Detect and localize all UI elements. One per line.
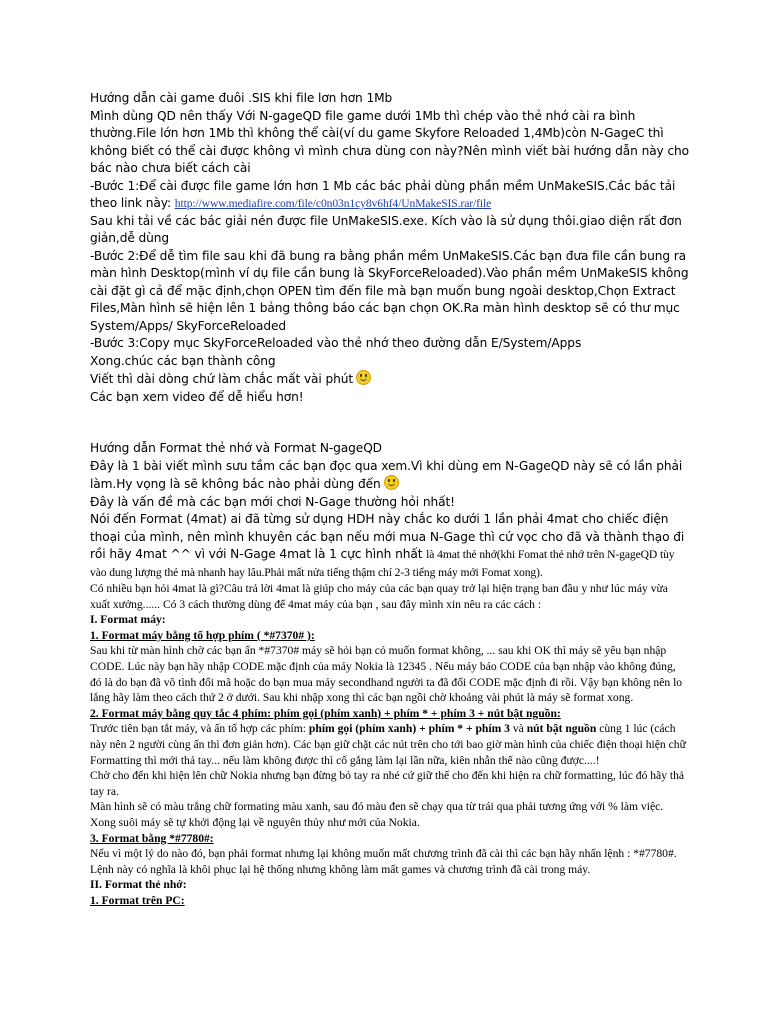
- method2-text-b: và: [509, 722, 527, 736]
- step1-paragraph: [90, 178, 690, 213]
- spacer: [90, 423, 690, 440]
- after-download-paragraph: Sau khi tải về các bác giải nén được file UnMakeSIS.exe. Kích vào là sử dụng thôi.giao diện rất đơn giản,dễ dùng: [90, 213, 682, 245]
- step2-paragraph: -Bước 2:Để dễ tìm file sau khi đã bung ra bằng phần mềm UnMakeSIS.Các bạn đưa file cần bung ra màn hình Desktop(mình ví dụ file cần bung là SkyForceReloaded).Vào phần mềm UnMakeSIS không cài đặt gì cả để mặc định,chọn OPEN tìm đến file mà bạn muốn bung ngoài desktop,Chọn Extract Files,Màn hình sẽ hiện lên 1 bảng thông báo các bạn chọn OK.Ra màn hình desktop sẽ có thư mục System/Apps/ SkyForceReloaded: [90, 248, 689, 333]
- smiley-icon: [384, 475, 399, 490]
- long-text: Viết thì dài dòng chứ làm chắc mất vài phút: [90, 372, 354, 386]
- heading-format-pc: 1. Format trên PC:: [90, 893, 185, 907]
- section2-title: Hướng dẫn Format thẻ nhớ và Format N-gageQD: [90, 441, 382, 455]
- section1-intro: Mình dùng QD nên thấy Với N-gageQD file game dưới 1Mb thì chép vào thẻ nhớ cài ra bình thường.File lớn hơn 1Mb thì không thể cài(ví du game Skyfore Reloaded 1,4Mb)còn N-GageC thì không biết có thể cài được không vì mình chưa dùng con này?Nên mình viết bài hướng dẫn này cho bác nào chưa biết cách cài: [90, 108, 690, 175]
- heading-format-7370: 1. Format máy bằng tổ hợp phím ( *#7370# ):: [90, 628, 315, 642]
- section2-p3: [90, 511, 690, 581]
- section2-p1: [90, 458, 690, 494]
- unmakesis-download-link[interactable]: http://www.mediafire.com/file/c0n03n1cy8v6hf4/UnMakeSIS.rar/file: [174, 197, 492, 210]
- section2-p2: Đây là vấn đề mà các bạn mới chơi N-Gage thường hỏi nhất!: [90, 494, 455, 509]
- section2-p3-sans: Nói đến Format (4mat) ai đã từng sử dụng HDH này chắc ko dưới 1 lần phải 4mat cho chiếc điện thoại của mình, nên mình khuyên các bạn nếu mới mua N-Gage thì cứ vọc cho đã và thành thạo đi rồi hãy 4mat ^^ vì với N-Gage 4mat là 1 cực hình nhất: [90, 512, 685, 561]
- heading-format-7780: 3. Format bằng *#7780#:: [90, 831, 214, 845]
- smiley-icon: [356, 370, 371, 385]
- heading-format-the-nho: II. Format thẻ nhớ:: [90, 878, 187, 892]
- done-line: Xong.chúc các bạn thành công: [90, 353, 276, 368]
- section1-title: Hướng dẫn cài game đuôi .SIS khi file lơn hơn 1Mb: [90, 91, 393, 105]
- method2-keys: phím gọi (phím xanh) + phím * + phím 3: [308, 722, 510, 736]
- long-text-line: [90, 370, 690, 389]
- method2-power-key: nút bật nguồn: [526, 722, 597, 736]
- method2-text-c: cùng 1 lúc (cách này nên 2 người cùng ấn thì đơn giản hơn). Các bạn giữ chặt các nút trên cho tới bao giờ màn hình của chiếc điện thoại hiện chữ Formatting thì mới thả tay... nếu làm không được thì cố gắng làm lại lần nữa, kiên nhẫn thế nào cũng được....!: [90, 722, 686, 767]
- method2-paragraph-2: Chờ cho đến khi hiện lên chữ Nokia nhưng bạn đừng bỏ tay ra nhé cứ giữ thế cho đến khi hiện ra chữ formatting, lúc đó hãy thả tay ra.: [90, 769, 685, 798]
- step3-paragraph: -Bước 3:Copy mục SkyForceReloaded vào thẻ nhớ theo đường dẫn E/System/Apps: [90, 336, 582, 350]
- step1-text: -Bước 1:Để cài được file game lớn hơn 1 Mb các bác phải dùng phần mềm UnMakeSIS.Các bác tải theo link này:: [90, 178, 676, 210]
- section2-p3-serif: là 4mat thẻ nhớ(khi Fomat thẻ nhớ trên N-gageQD tùy vào dung lượng thẻ mà nhanh hay lâu.Phải mất nửa tiếng thậm chí 2-3 tiếng máy mới Fomat xong).: [90, 548, 675, 579]
- method3-paragraph: Nếu vì một lý do nào đó, bạn phải format nhưng lại không muốn mất chương trình đã cài thì các bạn hãy nhấn lệnh : *#7780#. Lệnh này có nghĩa là khôi phục lại hệ thống nhưng không làm mất games và chương trình đã cài trong máy.: [90, 847, 677, 876]
- section2-p4: Có nhiều bạn hỏi 4mat là gì?Câu trả lời 4mat là giúp cho máy của các bạn quay trở lại hiện trạng ban đầu y như lúc máy vừa xuất xưởng...... Có 3 cách thường dùng để 4mat máy của bạn , sau đây mình xin nêu ra các cách :: [90, 582, 668, 611]
- method2-paragraph-3: Màn hình sẽ có màu trắng chữ formating màu xanh, sau đó màu đen sẽ chạy qua từ trái qua phải tương ứng với % làm việc. Xong suôi máy sẽ tự khởi động lại về nguyên thủy như mới của Nokia.: [90, 800, 664, 829]
- heading-format-may: I. Format máy:: [90, 613, 166, 627]
- method1-paragraph: Sau khi từ màn hình chờ các bạn ấn *#7370# máy sẽ hỏi bạn có muốn format không, ... sau khi OK thì máy sẽ yêu bạn nhập CODE. Lúc này bạn hãy nhập CODE mặc định của máy Nokia là 12345 . Nếu máy báo CODE của bạn nhập vào không đúng, đó là do bạn đã vô tình đổi mã hoặc do bạn mua máy secondhand người ta đã đổi CODE mặc định đi rồi. Vậy bạn không nên lo lắng hãy làm theo cách thứ 2 ở dưới. Sau khi nhập xong thì các bạn ngồi chờ khoảng vài phút là máy sẽ format xong.: [90, 644, 683, 705]
- heading-format-4-keys: 2. Format máy bằng quy tắc 4 phím: phím gọi (phím xanh) + phím * + phím 3 + nút bật nguồn:: [90, 706, 561, 720]
- method2-text-a: Trước tiên bạn tắt máy, và ấn tổ hợp các phím:: [90, 722, 309, 736]
- method2-paragraph: [90, 721, 690, 768]
- document-content: [90, 90, 690, 908]
- section2-p1-text: Đây là 1 bài viết mình sưu tầm các bạn đọc qua xem.Vì khi dùng em N-GageQD này sẽ có lần phải làm.Hy vọng là sẽ không bác nào phải dùng đến: [90, 458, 683, 491]
- video-line: Các bạn xem video để dễ hiểu hơn!: [90, 389, 304, 404]
- spacer: [90, 406, 690, 423]
